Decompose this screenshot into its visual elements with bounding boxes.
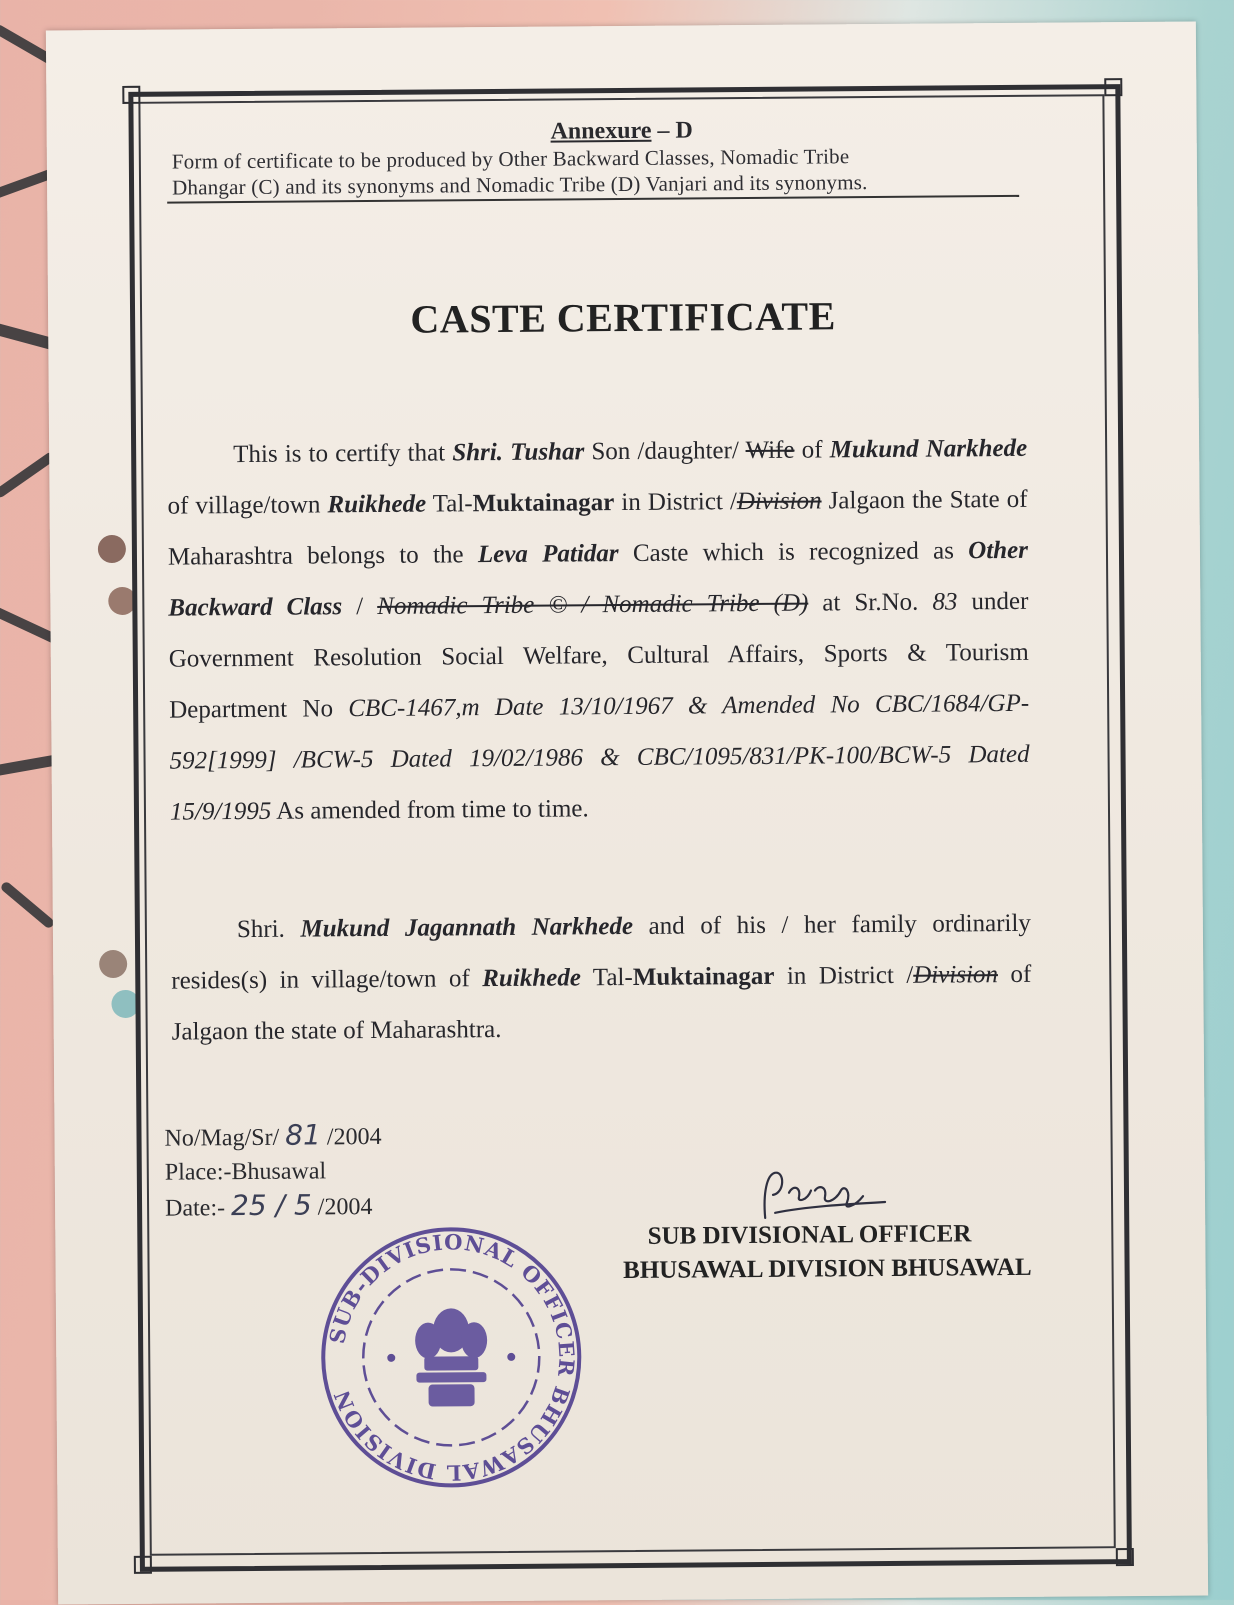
handwritten-number: 81: [285, 1118, 321, 1152]
village-name: Ruikhede: [327, 490, 427, 519]
official-seal: [315, 1221, 587, 1493]
certificate-title: CASTE CERTIFICATE: [410, 293, 836, 342]
text: in District /: [774, 961, 914, 990]
struck-text: Wife: [745, 436, 795, 465]
caste-name: Leva Patidar: [477, 540, 619, 569]
struck-text: Nomadic Tribe © / Nomadic Tribe (D): [377, 589, 809, 620]
holder-name: Shri. Tushar: [452, 438, 585, 467]
text: of Jalgaon the state of Maharashtra.: [171, 960, 1032, 1046]
resident-name: Mukund Jagannath Narkhede: [300, 912, 634, 943]
government-resolution-reference: CBC-1467,m Date 13/10/1967 & Amended No CBC/1684/GP-592[1999] /BCW-5 Dated 19/02/1986 & CBC/1095/831/PK-100/BCW-5 Dated 15/9/1995: [169, 689, 1030, 826]
certificate-paper: [46, 22, 1208, 1605]
village-name: Ruikhede: [482, 964, 581, 993]
text: Shri.: [236, 915, 301, 944]
issue-details: [164, 1118, 382, 1226]
text: No/Mag/Sr/: [164, 1124, 286, 1152]
background-stripe: [0, 880, 56, 929]
form-description-line1: Form of certificate to be produced by Other Backward Classes, Nomadic Tribe: [171, 144, 850, 174]
text: Jalgaon the State of Maharashtra belongs to the: [167, 485, 1028, 571]
issue-place: Place:-Bhusawal: [164, 1158, 327, 1186]
text: Tal-: [426, 490, 473, 518]
seal-text: SUB-DIVISIONAL OFFICER BHUSAWAL DIVISION: [324, 1229, 580, 1486]
border-corner: [134, 1556, 152, 1574]
text: /2004: [320, 1123, 382, 1151]
border-corner: [1104, 78, 1122, 96]
taluka-name: Muktainagar: [632, 962, 775, 991]
handwritten-date: 25 / 5: [230, 1188, 312, 1223]
text: /2004: [311, 1194, 373, 1221]
serial-number: 83: [932, 588, 958, 616]
background-stripe: [0, 451, 57, 499]
text: As amended from time to time.: [271, 795, 589, 825]
text: under Government Resolution Social Welfare, Cultural Affairs, Sports & Tourism Department No: [168, 587, 1029, 724]
punch-hole: [98, 535, 126, 563]
border-corner: [122, 86, 140, 104]
border-corner: [1116, 1548, 1134, 1566]
form-description-line2: Dhangar (C) and its synonyms and Nomadic Tribe (D) Vanjari and its synonyms.: [171, 170, 868, 200]
text: Date:-: [164, 1195, 232, 1222]
issue-date: [165, 1188, 382, 1226]
struck-text: Division: [913, 961, 999, 989]
text: at Sr.No.: [808, 588, 933, 617]
signatory-block: [575, 1217, 1032, 1289]
annexure-suffix: – D: [651, 117, 693, 144]
punch-hole: [99, 950, 127, 978]
taluka-name: Muktainagar: [472, 489, 615, 518]
text: in District /: [614, 488, 737, 517]
text: /: [342, 592, 378, 621]
text: and of his / her family ordinarily resides(s) in village/town of: [171, 909, 1031, 995]
text: Son /daughter/: [584, 437, 746, 466]
signatory-office: BHUSAWAL DIVISION BHUSAWAL: [623, 1253, 1032, 1285]
signatory-designation: SUB DIVISIONAL OFFICER: [647, 1220, 972, 1250]
text: of: [794, 436, 830, 464]
annexure-label: Annexure: [550, 117, 652, 145]
text: This is to certify that: [233, 439, 453, 469]
caste-category: Other Backward Class: [168, 536, 1029, 622]
certificate-paragraph-2: [171, 898, 1032, 1058]
certificate-number: [164, 1118, 381, 1156]
text: of village/town: [167, 491, 328, 520]
text: Tal-: [580, 963, 633, 992]
text: Caste which is recognized as: [618, 537, 969, 568]
father-name: Mukund Narkhede: [829, 434, 1028, 464]
struck-text: Division: [736, 487, 822, 516]
certificate-paragraph-1: [167, 423, 1030, 838]
